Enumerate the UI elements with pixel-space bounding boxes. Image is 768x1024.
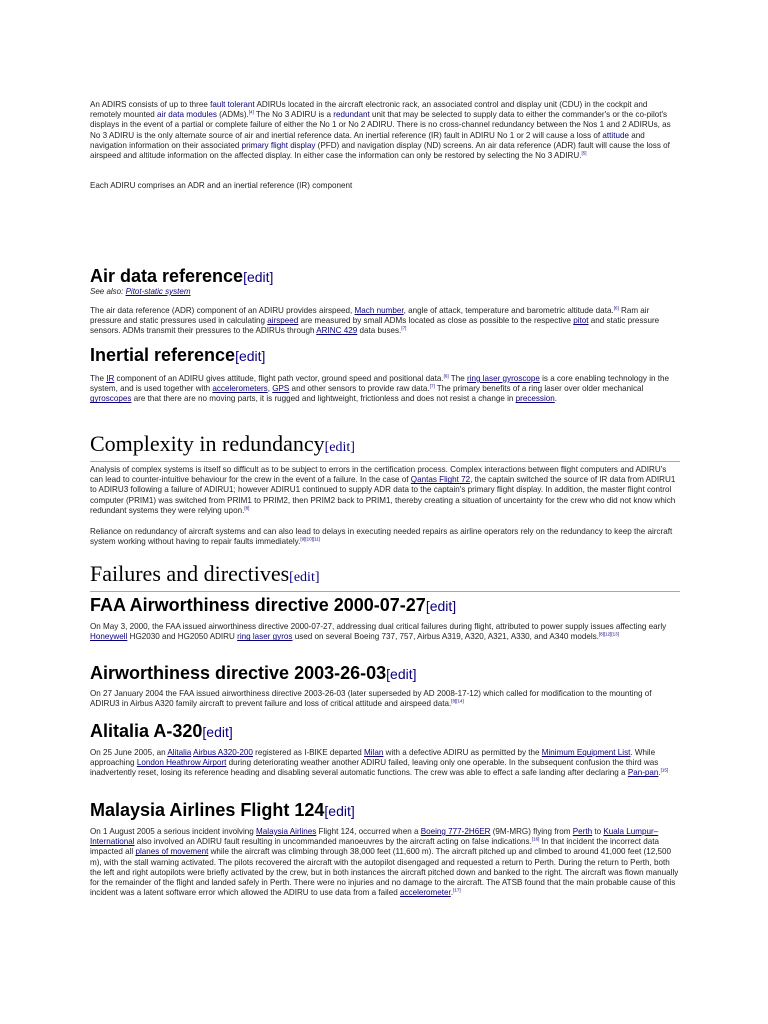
section-heading: Failures and directives[edit] xyxy=(90,561,680,592)
citation[interactable]: [8][14] xyxy=(451,698,464,704)
see-also: See also: Pitot-static system xyxy=(90,287,191,296)
link-alitalia[interactable]: Alitalia xyxy=(167,748,192,757)
subsection-heading: Alitalia A-320[edit] xyxy=(90,721,233,741)
section-paragraph: On May 3, 2000, the FAA issued airworthiness directive 2000-07-27, addressing dual critical failures during flight, attributed to power supply issues affecting early Honeywell HG2030 and HG2050 ADIRU ring laser gyros used on several Boeing 737, 757, Airbus A319, A320, A321, A330, and A340 models.[8][12][13] xyxy=(90,622,667,642)
edit-link[interactable]: [edit] xyxy=(235,348,266,364)
link-attitude[interactable]: attitude xyxy=(602,130,629,140)
link-arinc-429[interactable]: ARINC 429 xyxy=(316,326,358,336)
link-ring-laser-gyros[interactable]: ring laser gyros xyxy=(237,632,293,642)
citation[interactable]: [8][12][13] xyxy=(598,631,619,637)
edit-link[interactable]: [edit] xyxy=(289,570,320,585)
citation[interactable]: [17] xyxy=(453,887,461,893)
section-heading: Air data reference[edit] xyxy=(90,266,274,286)
link-qantas-flight-72[interactable]: Qantas Flight 72 xyxy=(410,475,471,485)
subsection-heading: Malaysia Airlines Flight 124[edit] xyxy=(90,800,355,820)
link-accelerometers[interactable]: accelerometers xyxy=(212,384,268,394)
link-gyroscopes[interactable]: gyroscopes xyxy=(90,394,132,404)
link-planes-of-movement[interactable]: planes of movement xyxy=(135,847,209,857)
link-ring-laser-gyroscope[interactable]: ring laser gyroscope xyxy=(466,374,540,383)
link-boeing-777[interactable]: Boeing 777-2H6ER xyxy=(420,827,491,836)
link-accelerometer[interactable]: accelerometer xyxy=(399,888,451,898)
link-precession[interactable]: precession xyxy=(515,394,555,404)
intro-paragraph-2: Each ADIRU comprises an ADR and an inertial reference (IR) component xyxy=(90,181,353,190)
link-primary-flight-display[interactable]: primary flight display xyxy=(241,140,316,150)
link-airspeed[interactable]: airspeed xyxy=(267,316,299,326)
section-paragraph: On 27 January 2004 the FAA issued airworthiness directive 2003-26-03 (later superseded by AD 2008-17-12) which called for modification to the mounting of ADIRU3 in Airbus A320 family aircraft to prevent failure and loss of critical attitude and airspeed data.[8][14] xyxy=(90,689,652,709)
link-air-data-modules[interactable]: air data modules xyxy=(157,110,217,120)
section-paragraph: Reliance on redundancy of aircraft systems and can also lead to delays in executing needed repairs as airline operators rely on the redundancy to keep the aircraft system working without having to repair faults immediately.[9][10][11] xyxy=(90,527,673,547)
edit-link[interactable]: [edit] xyxy=(324,803,355,819)
citation[interactable]: [6] xyxy=(613,305,619,311)
link-fault-tolerant[interactable]: fault tolerant xyxy=(210,100,255,109)
citation[interactable]: [6] xyxy=(443,373,449,379)
link-mach-number[interactable]: Mach number xyxy=(354,306,404,315)
link-malaysia-airlines[interactable]: Malaysia Airlines xyxy=(256,827,317,836)
section-paragraph: On 1 August 2005 a serious incident involving Malaysia Airlines Flight 124, occurred when a Boeing 777-2H6ER (9M-MRG) flying from Perth to Kuala Lumpur–International also involved an ADIRU fault resulting in uncommanded manoeuvres by the aircraft acting on false indications.[16] In that incident the incorrect data impacted all planes of movement while the aircraft was climbing through 38,000 feet (11,600 m). The aircraft pitched up and climbed to around 41,000 feet (12,500 m), with the stall warning activated. The pilots recovered the aircraft with the autopilot disengaged and requested a return to Perth. During the return to Perth, both the left and right autopilots were briefly activated by the crew, but in both instances the aircraft pitched down and banked to the right. The aircraft was flown manually for the remainder of the flight and landed safely in Perth. There were no injuries and no damage to the aircraft. The ATSB found that the main probable cause of this incident was a latent software error which allowed the ADIRU to use data from a failed accelerometer.[17] xyxy=(90,827,679,898)
link-gps[interactable]: GPS xyxy=(272,384,290,394)
edit-link[interactable]: [edit] xyxy=(243,269,274,285)
link-redundant[interactable]: redundant xyxy=(333,110,370,120)
intro-paragraph: An ADIRS consists of up to three fault tolerant ADIRUs located in the aircraft electronic rack, an associated control and display unit (CDU) in the cockpit and remotely mounted air data modules (ADMs).[4] The No 3 ADIRU is a redundant unit that may be selected to supply data to either the commander's or the co-pilot's displays in the event of a partial or complete failure of either the No 1 or No 2 ADIRU. There is no cross-channel redundancy between the Nos 1 and 2 ADIRUs, as No 3 ADIRU is the only alternate source of air and inertial reference data. An inertial reference (IR) fault in ADIRU No 1 or 2 will cause a loss of attitude and navigation information on their associated primary flight display (PFD) and navigation display (ND) screens. An air data reference (ADR) fault will cause the loss of airspeed and altitude information on the affected display. In either case the information can only be restored by selecting the No 3 ADIRU.[5] xyxy=(90,100,671,161)
section-paragraph: Analysis of complex systems is itself so difficult as to be subject to errors in the certification process. Complex interactions between flight computers and ADIRU's can lead to counter-intuitive behaviour for the crew in the event of a failure. In the case of Qantas Flight 72, the captain switched the source of IR data from ADIRU1 to ADIRU3 following a failure of ADIRU1; however ADIRU1 continued to supply ADR data to the captain's primary flight display. In addition, the master flight control computer (PRIM1) was switched from PRIM1 to PRIM2, then PRIM2 back to PRIM1, thereby creating a situation of uncertainty for the crew who did not know which redundant systems they were relying upon.[8] xyxy=(90,465,676,515)
citation[interactable]: [4] xyxy=(248,109,254,115)
link-kuala-lumpur-international[interactable]: Kuala Lumpur–International xyxy=(90,827,659,847)
citation[interactable]: [7] xyxy=(401,325,407,331)
link-honeywell[interactable]: Honeywell xyxy=(90,632,128,642)
section-heading: Complexity in redundancy[edit] xyxy=(90,431,680,462)
section-paragraph: On 25 June 2005, an Alitalia Airbus A320-200 registered as I-BIKE departed Milan with a defective ADIRU as permitted by the Minimum Equipment List. While approaching London Heathrow Airport during deteriorating weather another ADIRU failed, leaving only one operable. In the subsequent confusion the third was inadvertently reset, losing its reference heading and disabling several automatic functions. The crew was able to effect a safe landing after declaring a Pan-pan.[15] xyxy=(90,748,669,778)
link-pan-pan[interactable]: Pan-pan xyxy=(627,768,659,778)
section-paragraph: The IR component of an ADIRU gives attitude, flight path vector, ground speed and positional data.[6] The ring laser gyroscope is a core enabling technology in the system, and is used together with accelerometers, GPS and other sensors to provide raw data.[7] The primary benefits of a ring laser over older mechanical gyroscopes are that there are no moving parts, it is rugged and lightweight, frictionless and does not resist a change in precession. xyxy=(90,373,670,404)
link-ir[interactable]: IR xyxy=(106,374,115,383)
section-heading: Inertial reference[edit] xyxy=(90,345,266,365)
link-perth[interactable]: Perth xyxy=(572,827,593,836)
citation[interactable]: [5] xyxy=(581,150,587,156)
link-airbus-a320-200[interactable]: Airbus A320-200 xyxy=(193,748,253,757)
edit-link[interactable]: [edit] xyxy=(425,598,457,614)
edit-link[interactable]: [edit] xyxy=(324,440,355,455)
subsection-heading: FAA Airworthiness directive 2000-07-27[edit] xyxy=(90,595,457,615)
link-minimum-equipment-list[interactable]: Minimum Equipment List xyxy=(541,748,631,757)
citation[interactable]: [16] xyxy=(531,836,540,842)
edit-link[interactable]: [edit] xyxy=(202,724,233,740)
citation[interactable]: [15] xyxy=(660,767,669,773)
subsection-heading: Airworthiness directive 2003-26-03[edit] xyxy=(90,663,417,683)
link-london-heathrow-airport[interactable]: London Heathrow Airport xyxy=(136,758,227,768)
citation[interactable]: [8] xyxy=(244,505,250,511)
citation[interactable]: [7] xyxy=(429,383,435,389)
edit-link[interactable]: [edit] xyxy=(386,666,417,682)
citation[interactable]: [9][10][11] xyxy=(300,536,321,542)
link-milan[interactable]: Milan xyxy=(364,748,384,757)
link-pitot-static-system[interactable]: Pitot-static system xyxy=(125,287,191,296)
link-pitot[interactable]: pitot xyxy=(573,316,589,326)
section-paragraph: The air data reference (ADR) component of an ADIRU provides airspeed, Mach number, angle of attack, temperature and barometric altitude data.[6] Ram air pressure and static pressures used in calculating airspeed are measured by small ADMs located as close as possible to the respective pitot and static pressure sensors. ADMs transmit their pressures to the ADIRUs through ARINC 429 data buses.[7] xyxy=(90,305,660,336)
